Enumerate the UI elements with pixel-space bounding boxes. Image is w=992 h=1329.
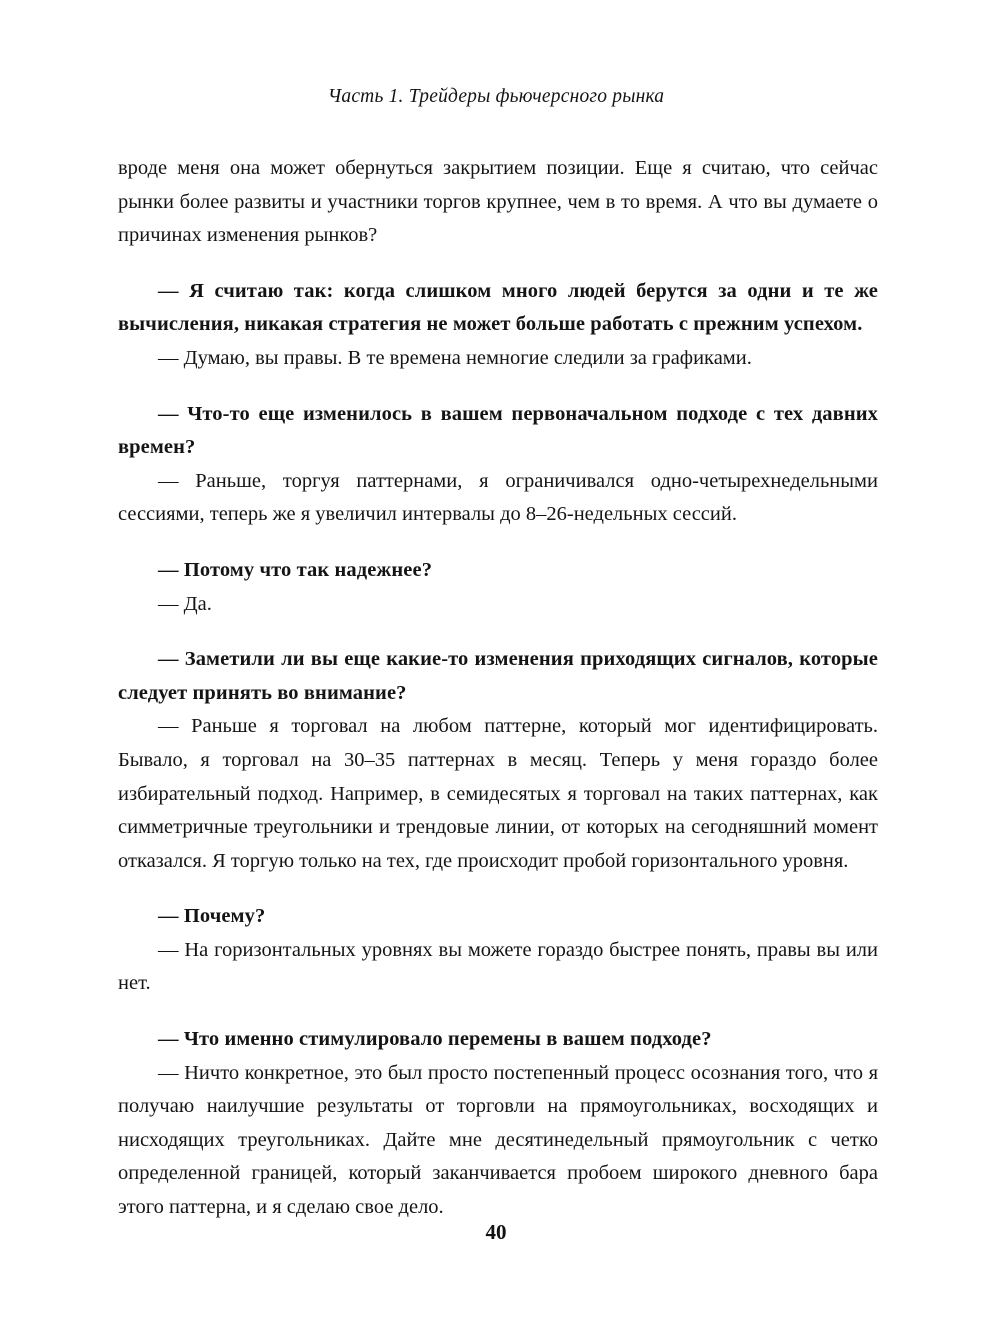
interview-question: — Почему? xyxy=(158,905,266,928)
paragraph-spacer xyxy=(118,621,878,643)
paragraph-spacer xyxy=(118,376,878,398)
page-number: 40 xyxy=(485,1220,507,1244)
interview-answer: — Раньше, торгуя паттернами, я ограничивался одно-четырехнедельными сессиями, теперь же я увеличил интервалы до 8–26-недельных сессий. xyxy=(118,469,878,526)
paragraph-spacer xyxy=(118,532,878,554)
interview-answer: — На горизонтальных уровнях вы можете гораздо быстрее понять, правы вы или нет. xyxy=(118,938,878,995)
interview-answer: — Ничто конкретное, это был просто постепенный процесс осознания того, что я получаю наилучшие результаты от торговли на прямоугольниках, восходящих и нисходящих треугольниках. Дайте мне десятинедельный прямоугольник с четко определенной границей, который заканчивается пробоем широкого дневного бара этого паттерна, и я сделаю свое дело. xyxy=(118,1061,878,1219)
body-text xyxy=(118,152,878,1225)
interview-question: — Потому что так надежнее? xyxy=(158,558,433,581)
paragraph-spacer xyxy=(118,253,878,275)
interview-answer: — Да. xyxy=(158,592,212,615)
paragraph-spacer xyxy=(118,1001,878,1023)
interview-answer: — Думаю, вы правы. В те времена немногие следили за графиками. xyxy=(158,346,752,369)
interview-question: — Что именно стимулировало перемены в вашем подходе? xyxy=(158,1028,712,1051)
running-head: Часть 1. Трейдеры фьючерсного рынка xyxy=(327,86,665,107)
interview-answer: — Раньше я торговал на любом паттерне, который мог идентифицировать. Бывало, я торговал на 30–35 паттернах в месяц. Теперь у меня гораздо более избирательный подход. Например, в семидесятых я торговал на таких паттернах, как симметричные треугольники и трендовые линии, от которых на сегодняшний момент отказался. Я торгую только на тех, где происходит пробой горизонтального уровня. xyxy=(118,715,878,872)
paragraph: вроде меня она может обернуться закрытием позиции. Еще я считаю, что сейчас рынки более развиты и участники торгов крупнее, чем в то время. А что вы думаете о причинах изменения рынков? xyxy=(118,157,878,247)
paragraph-spacer xyxy=(118,878,878,900)
interview-question: — Что-то еще изменилось в вашем первоначальном подходе с тех давних времен? xyxy=(118,402,878,459)
interview-question: — Заметили ли вы еще какие-то изменения приходящих сигналов, которые следует принять во внимание? xyxy=(118,648,878,704)
interview-question: — Я считаю так: когда слишком много людей берутся за одни и те же вычисления, никакая стратегия не может больше работать с прежним успехом. xyxy=(118,279,878,336)
